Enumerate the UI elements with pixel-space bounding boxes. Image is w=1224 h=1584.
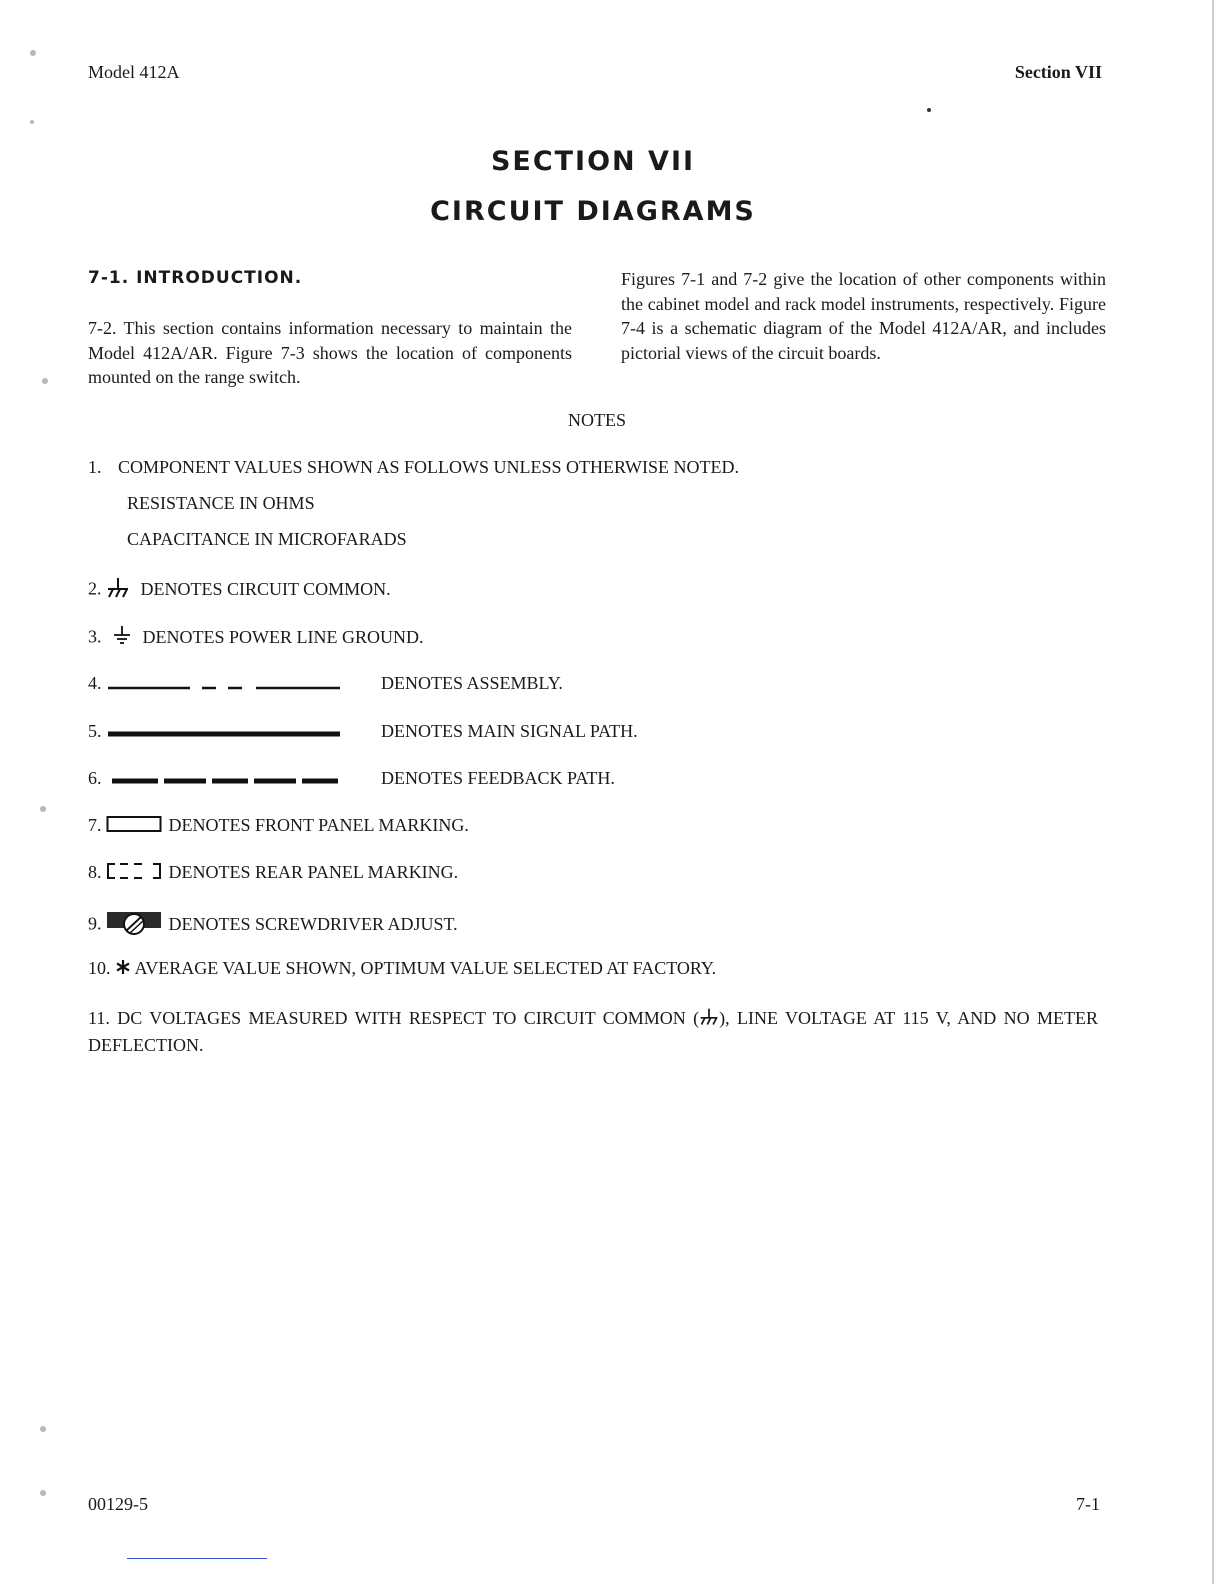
assembly-line-icon [106,680,342,690]
footer-doc-number: 00129-5 [88,1494,148,1514]
main-signal-path-icon [106,726,342,736]
note-11-text-start: 11. DC VOLTAGES MEASURED WITH RESPECT TO CIRCUIT COMMON ( [88,1008,700,1028]
note-7-number: 7. [88,815,102,835]
note-4-text: DENOTES ASSEMBLY. [381,673,563,693]
note-1-sub-resistance: RESISTANCE IN OHMS [127,493,315,513]
note-3-number: 3. [88,626,102,647]
note-9-number: 9. [88,913,102,934]
header-model: Model 412A [88,62,180,82]
scan-speck [40,1426,46,1432]
notes-title: NOTES [568,410,626,430]
scan-speck [927,108,931,112]
note-9 [88,910,458,941]
front-panel-box-icon [106,815,162,838]
note-2 [88,577,391,604]
note-4-number: 4. [88,673,102,693]
note-1-text: COMPONENT VALUES SHOWN AS FOLLOWS UNLESS OTHERWISE NOTED. [118,457,740,477]
scan-artifact-line [127,1558,267,1559]
note-9-text: DENOTES SCREWDRIVER ADJUST. [168,913,458,934]
note-8 [88,862,458,885]
rear-panel-box-icon [106,862,162,885]
note-1-number: 1. [88,457,102,477]
circuit-common-icon [106,577,130,604]
section-subtitle: CIRCUIT DIAGRAMS [430,196,756,227]
scan-speck [40,1490,46,1496]
note-2-number: 2. [88,578,102,599]
note-10-text: AVERAGE VALUE SHOWN, OPTIMUM VALUE SELECTED AT FACTORY. [134,958,717,978]
note-5-text: DENOTES MAIN SIGNAL PATH. [381,721,638,741]
note-6-text: DENOTES FEEDBACK PATH. [381,768,615,788]
note-11-text-end: ), LINE VOLTAGE AT 115 V, AND NO METER DEFLECTION. [88,1008,1098,1055]
note-8-number: 8. [88,862,102,882]
note-7 [88,815,469,838]
scan-speck [42,378,48,384]
ground-icon [112,625,132,652]
note-5-number: 5. [88,721,102,741]
asterisk-icon [115,959,131,980]
scan-speck [40,806,46,812]
footer-page-number: 7-1 [1076,1494,1100,1514]
note-3-text: DENOTES POWER LINE GROUND. [142,626,424,647]
note-1 [88,457,739,478]
note-4 [88,673,102,694]
note-1-sub-capacitance: CAPACITANCE IN MICROFARADS [127,529,407,549]
note-8-text: DENOTES REAR PANEL MARKING. [168,862,459,882]
note-10 [88,958,716,980]
note-6-number: 6. [88,768,102,788]
note-3 [88,625,423,652]
scan-speck [30,120,34,124]
note-10-number: 10. [88,958,111,978]
intro-heading: 7-1. INTRODUCTION. [88,268,303,288]
note-2-text: DENOTES CIRCUIT COMMON. [140,578,391,599]
intro-paragraph-left: 7-2. This section contains information necessary to maintain the Model 412A/AR. Figure 7-3 shows the location of components mounted on the range switch. [88,318,572,387]
screwdriver-adjust-icon [106,910,162,941]
header-section: Section VII [1014,62,1102,82]
note-7-text: DENOTES FRONT PANEL MARKING. [168,815,469,835]
note-6 [88,768,102,789]
circuit-common-icon [699,1007,719,1033]
section-title: SECTION VII [490,146,696,177]
page-edge [1212,0,1214,1584]
note-11 [88,1006,1098,1057]
feedback-path-icon [106,773,342,783]
note-5 [88,721,102,742]
intro-paragraph-right: Figures 7-1 and 7-2 give the location of other components within the cabinet model and rack model instruments, respectively. Figure 7-4 is a schematic diagram of the Model 412A/AR, and includes pictorial views of the circuit boards. [621,269,1106,363]
scan-speck [30,50,36,56]
